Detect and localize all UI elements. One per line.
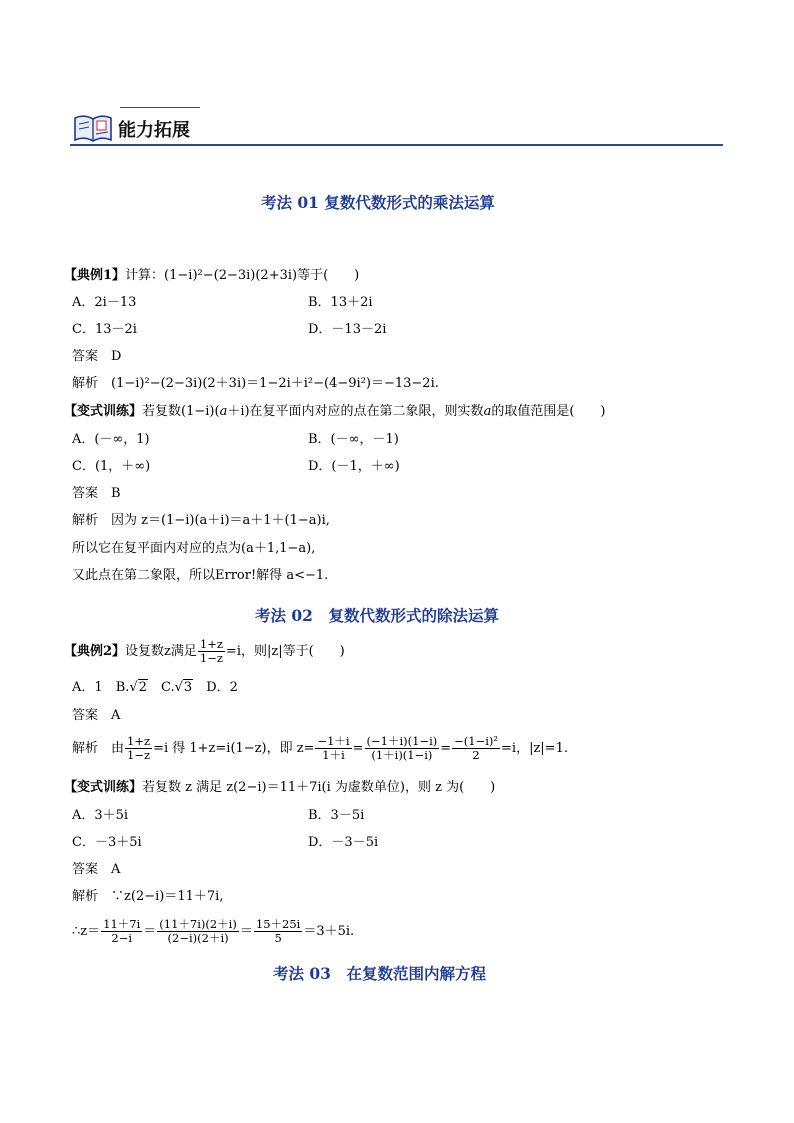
fraction: $\frac{(-1+i)(1-i)}{(1+i)(1-i)}$ bbox=[366, 734, 438, 762]
example1-answer: 答案 D bbox=[72, 349, 122, 364]
example1-option-a: A．2i－13 bbox=[72, 295, 137, 310]
fraction: $\frac{(11+7i)(2+i)}{(2-i)(2+i)}$ bbox=[159, 917, 237, 945]
fraction: $\frac{11+7i}{2-i}$ bbox=[103, 917, 141, 945]
variant1-analysis-line2: 所以它在复平面内对应的点为(a＋1,1−a), bbox=[72, 541, 316, 556]
section1-title: 考法 01 复数代数形式的乘法运算 bbox=[261, 193, 495, 212]
variant2-option-a: A．3＋5i bbox=[72, 808, 129, 823]
example2-answer: 答案 A bbox=[72, 708, 121, 723]
fraction: $\frac{15+25i}{5}$ bbox=[255, 917, 301, 945]
variant1-option-b: B．(－∞，－1) bbox=[308, 432, 399, 447]
variant2-option-c: C．－3＋5i bbox=[72, 835, 142, 850]
header-title: 能力拓展 bbox=[118, 120, 190, 141]
book-icon bbox=[72, 110, 114, 144]
variant1-option-c: C．(1，＋∞) bbox=[72, 459, 151, 474]
section3-title: 考法 03 在复数范围内解方程 bbox=[273, 964, 486, 983]
example2-options: A．1 B.√2 C.√3 D．2 bbox=[72, 680, 238, 695]
header-rule bbox=[70, 144, 723, 146]
example1-option-d: D．－13－2i bbox=[308, 322, 387, 337]
section2-title: 考法 02 复数代数形式的除法运算 bbox=[255, 606, 499, 625]
example2-analysis: 解析 由 $\frac{1+z}{1-z}$ =i 得 1+z=i(1−z)，即 z= $\frac{-1+i}{1+i}$ = $\frac{(-1+i)(1-i)}{(1+i)(1-i)}$ = $\frac{\text{−(1−i)²}}{2}$ =i，|z|=1. bbox=[72, 734, 568, 762]
fraction: $\frac{\text{−(1−i)²}}{2}$ bbox=[454, 734, 499, 762]
variant2-analysis-line1: 解析 ∵z(2−i)＝11＋7i, bbox=[72, 889, 224, 904]
variant1-analysis-line1: 解析 因为 z＝(1−i)(a＋i)＝a＋1＋(1−a)i, bbox=[72, 513, 330, 528]
variant2-analysis-line2: ∴z＝ $\frac{11+7i}{2-i}$ ＝ $\frac{(11+7i)(2+i)}{(2-i)(2+i)}$ ＝ $\frac{15+25i}{5}$ ＝3＋5i. bbox=[72, 917, 355, 945]
fraction: $\frac{1+z}{1-z}$ bbox=[127, 734, 151, 762]
variant2-answer: 答案 A bbox=[72, 862, 121, 877]
example2-question: 【典例2】设复数z满足 $\frac{1+z}{1-z}$ =i，则|z|等于( ) bbox=[64, 637, 345, 665]
example1-option-b: B．13＋2i bbox=[308, 295, 373, 310]
variant2-option-b: B．3－5i bbox=[308, 808, 365, 823]
variant1-question: 【变式训练】若复数(1−i)(a＋i)在复平面内对应的点在第二象限，则实数a的取值范围是( ) bbox=[64, 404, 606, 419]
variant1-option-d: D．(－1，＋∞) bbox=[308, 459, 400, 474]
fraction: $\frac{1+z}{1-z}$ bbox=[199, 637, 223, 665]
variant1-analysis-line3: 又此点在第二象限，所以Error!解得 a<−1. bbox=[72, 568, 329, 583]
example1-analysis: 解析 (1−i)²−(2−3i)(2＋3i)＝1−2i＋i²−(4−9i²)＝−13−2i. bbox=[72, 376, 439, 391]
example1-question: 【典例1】计算：(1−i)²−(2−3i)(2+3i)等于( ) bbox=[64, 268, 360, 283]
variant2-option-d: D．－3－5i bbox=[308, 835, 379, 850]
fraction: $\frac{-1+i}{1+i}$ bbox=[317, 734, 350, 762]
example1-option-c: C．13－2i bbox=[72, 322, 137, 337]
header-top-rule bbox=[120, 107, 200, 108]
variant2-question: 【变式训练】若复数 z 满足 z(2−i)＝11＋7i(i 为虚数单位)，则 z 为( ) bbox=[64, 780, 496, 795]
variant1-answer: 答案 B bbox=[72, 486, 121, 501]
variant1-option-a: A．(－∞，1) bbox=[72, 432, 150, 447]
